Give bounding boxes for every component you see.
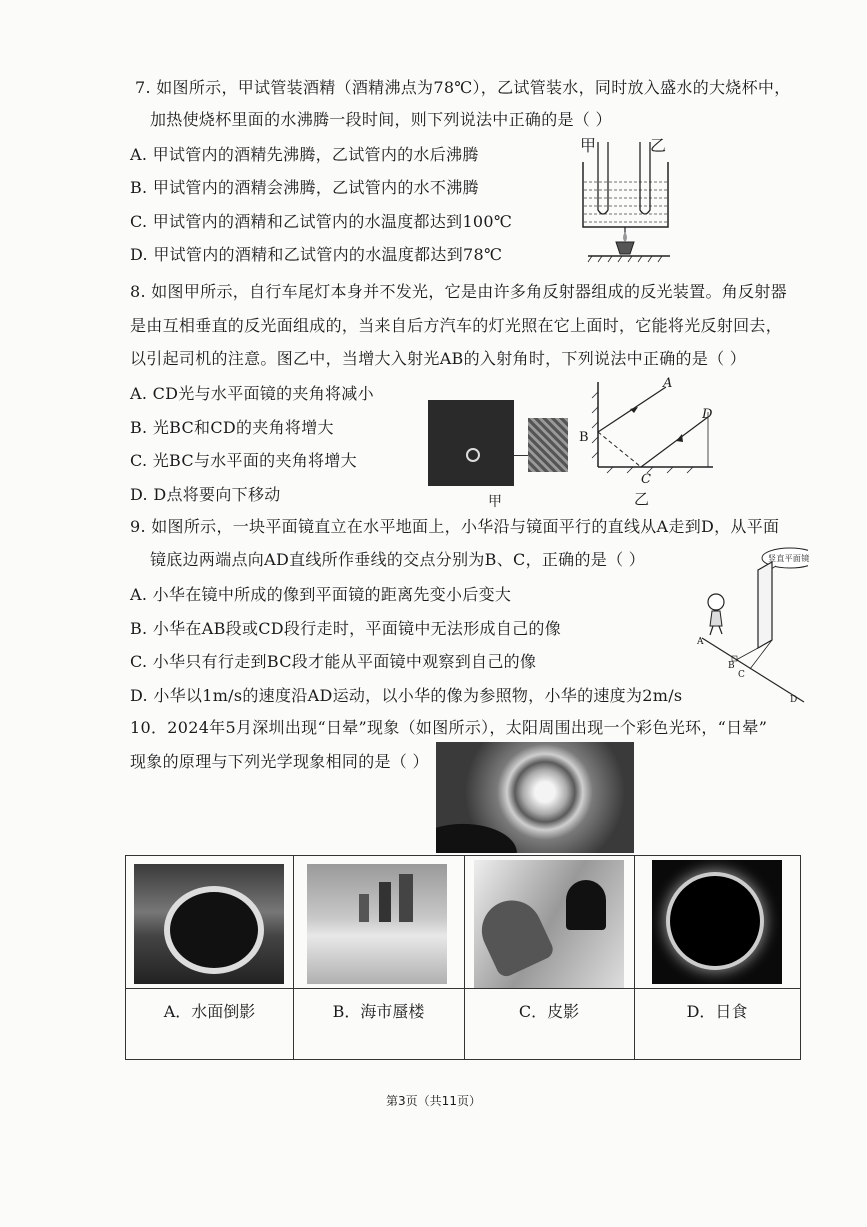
q9-stem-line2: 镜底边两端点向AD直线所作垂线的交点分别为B、C，正确的是（ ） (150, 550, 646, 569)
q7-label-yi: 乙 (650, 136, 667, 155)
q10-stem-line2: 现象的原理与下列光学现象相同的是（ ） (130, 752, 429, 771)
q8-option-a: A. CD光与水平面镜的夹角将减小 (130, 384, 374, 403)
q10-option-c-cell (464, 856, 635, 1059)
q9-stem-line1: 9. 如图所示，一块平面镜直立在水平地面上，小华沿与镜面平行的直线从A走到D，从平面 (130, 517, 780, 536)
q10-option-b-cell (293, 856, 465, 1059)
q8-point-d: D (702, 407, 713, 422)
q9-point-b: B (728, 661, 735, 671)
q10-stem-line1: 10．2024年5月深圳出现“日晕”现象（如图所示），太阳周围出现一个彩色光环，“日晕” (130, 718, 768, 737)
q8-point-b: B (579, 430, 589, 445)
q8-option-d: D. D点将要向下移动 (130, 485, 281, 504)
q9-point-d: D (790, 695, 798, 705)
q8-fig-label-yi: 乙 (634, 490, 650, 508)
q10-option-c-label: C．皮影 (518, 1002, 580, 1021)
page-footer: 第3页（共11页） (386, 1094, 481, 1108)
q10-option-a-label: A．水面倒影 (163, 1002, 256, 1021)
q10-option-b-label: B．海市蜃楼 (332, 1002, 425, 1021)
q7-stem-line1: 7. 如图所示，甲试管装酒精（酒精沸点为78℃），乙试管装水，同时放入盛水的大烧杯中， (135, 78, 791, 97)
q10-solar-halo-photo (436, 742, 634, 853)
q10-option-c-photo-shadow-play (474, 860, 624, 988)
q7-stem-line2: 加热使烧杯里面的水沸腾一段时间，则下列说法中正确的是（ ） (150, 110, 612, 129)
q9-option-a: A. 小华在镜中所成的像到平面镜的距离先变小后变大 (130, 585, 512, 604)
q8-point-c: C (641, 472, 652, 487)
q8-reflector-closeup-photo (528, 418, 568, 472)
q8-point-a: A (663, 376, 673, 391)
q9-option-b: B. 小华在AB段或CD段行走时，平面镜中无法形成自己的像 (130, 619, 562, 638)
q10-options-table (125, 855, 801, 1060)
q7-label-jia: 甲 (580, 136, 597, 155)
q8-stem-line1: 8. 如图甲所示，自行车尾灯本身并不发光，它是由许多角反射器组成的反光装置。角反射器 (130, 282, 787, 301)
q8-fig-label-jia: 甲 (488, 494, 503, 510)
q9-point-c: C (738, 670, 746, 680)
q9-option-c: C. 小华只有行走到BC段才能从平面镜中观察到自己的像 (130, 652, 537, 671)
q10-option-a-photo-bridge-reflection (134, 864, 284, 984)
q7-option-a: A. 甲试管内的酒精先沸腾，乙试管内的水后沸腾 (130, 145, 479, 164)
q10-option-a-cell (126, 856, 294, 1059)
q8-connector-line (514, 455, 528, 456)
q7-option-b: B. 甲试管内的酒精会沸腾，乙试管内的水不沸腾 (130, 178, 479, 197)
q9-speech-bubble: 竖直平面镜 (768, 554, 810, 563)
q10-option-b-photo-mirage (307, 864, 447, 984)
q8-option-c: C. 光BC与水平面的夹角将增大 (130, 451, 357, 470)
q9-point-a: A (697, 637, 704, 647)
q10-option-d-cell (634, 856, 800, 1059)
q8-option-b: B. 光BC和CD的夹角将增大 (130, 418, 334, 437)
q7-option-d: D. 甲试管内的酒精和乙试管内的水温度都达到78℃ (130, 245, 503, 264)
q9-option-d: D. 小华以1m/s的速度沿AD运动，以小华的像为参照物，小华的速度为2m/s (130, 686, 683, 705)
q8-stem-line2: 是由互相垂直的反光面组成的，当来自后方汽车的灯光照在它上面时，它能将光反射回去， (130, 316, 783, 335)
q10-option-d-photo-solar-eclipse (652, 860, 782, 984)
q7-option-c: C. 甲试管内的酒精和乙试管内的水温度都达到100℃ (130, 212, 513, 231)
q8-taillight-photo (428, 400, 514, 486)
q8-stem-line3: 以引起司机的注意。图乙中，当增大入射光AB的入射角时，下列说法中正确的是（ ） (130, 349, 747, 368)
q10-option-d-label: D．日食 (686, 1002, 748, 1021)
